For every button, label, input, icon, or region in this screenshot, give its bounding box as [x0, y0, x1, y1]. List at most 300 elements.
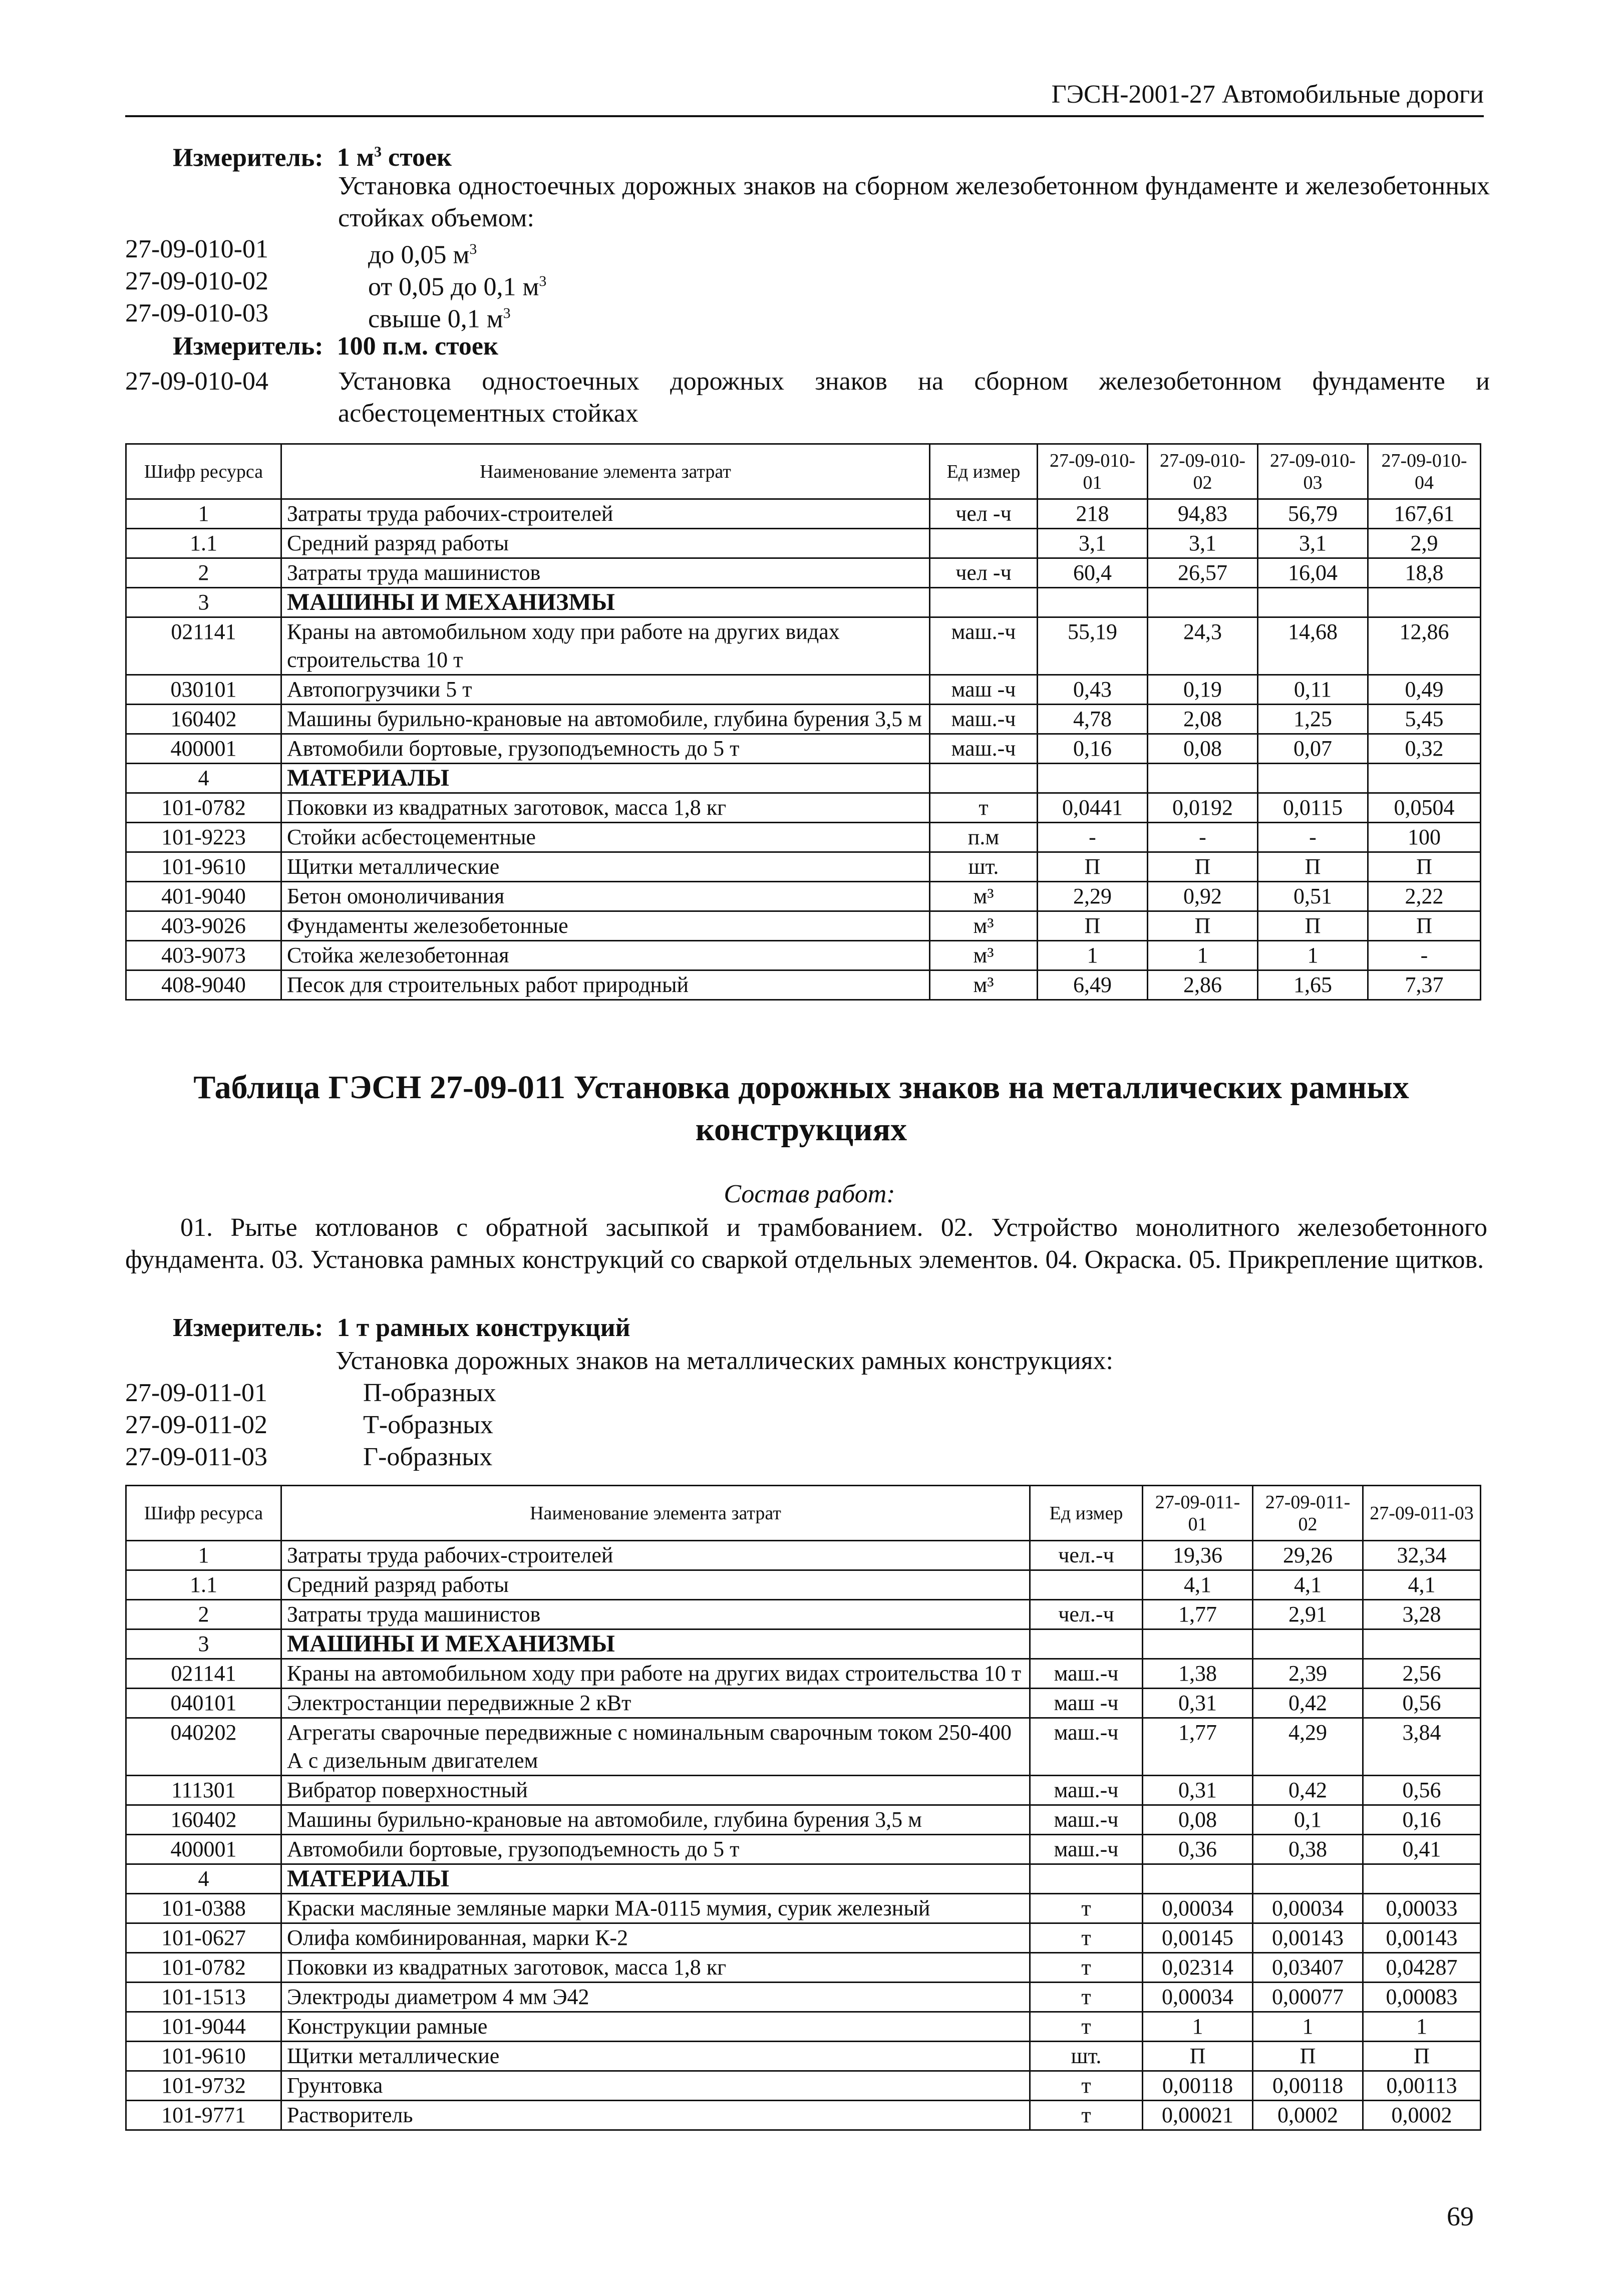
resource-value: 0,11 — [1258, 675, 1368, 705]
resource-value — [1368, 764, 1481, 793]
resource-name: Краны на автомобильном ходу при работе на других видах строительства 10 т — [281, 1659, 1030, 1689]
resource-name: Машины бурильно-крановые на автомобиле, глубина бурения 3,5 м — [281, 705, 930, 734]
resource-table-2 — [125, 1485, 1481, 2131]
resource-name: Конструкции рамные — [281, 2012, 1030, 2042]
resource-value: 16,04 — [1258, 558, 1368, 588]
item-code: 27-09-010-04 — [125, 367, 268, 396]
resource-value: 0,16 — [1038, 734, 1148, 764]
resource-code: 021141 — [126, 617, 281, 675]
resource-value: 0,56 — [1363, 1689, 1481, 1718]
resource-unit: шт. — [930, 852, 1038, 882]
resource-value: 2,56 — [1363, 1659, 1481, 1689]
resource-name: Затраты труда рабочих-строителей — [281, 499, 930, 529]
resource-value: 0,0504 — [1368, 793, 1481, 823]
resource-value: 1 — [1258, 941, 1368, 970]
resource-code: 4 — [126, 764, 281, 793]
resource-code: 1.1 — [126, 1570, 281, 1600]
resource-value: П — [1363, 2042, 1481, 2071]
measure-label-3 — [173, 1312, 630, 1344]
resource-name: Грунтовка — [281, 2071, 1030, 2101]
resource-value: - — [1038, 823, 1148, 852]
resource-unit: м³ — [930, 882, 1038, 911]
resource-value: 24,3 — [1148, 617, 1258, 675]
resource-value: - — [1368, 941, 1481, 970]
resource-value: 56,79 — [1258, 499, 1368, 529]
resource-value: П — [1148, 911, 1258, 941]
resource-value: 1,77 — [1143, 1600, 1253, 1629]
resource-code: 4 — [126, 1864, 281, 1894]
resource-unit — [930, 588, 1038, 617]
resource-value: 0,0115 — [1258, 793, 1368, 823]
resource-name: Щитки металлические — [281, 852, 930, 882]
resource-name: Бетон омоноличивания — [281, 882, 930, 911]
resource-code: 101-0627 — [126, 1923, 281, 1953]
measure-value-2: 100 п.м. стоек — [337, 332, 498, 361]
resource-value: 32,34 — [1363, 1541, 1481, 1570]
resource-value: 1 — [1148, 941, 1258, 970]
resource-value: 1 — [1253, 2012, 1363, 2042]
resource-value — [1038, 588, 1148, 617]
item-text-value: свыше 0,1 м — [368, 304, 503, 334]
resource-name: Агрегаты сварочные передвижные с номинальным сварочным током 250-400 А с дизельным двигателем — [281, 1718, 1030, 1776]
resource-name: Затраты труда машинистов — [281, 558, 930, 588]
resource-value: 0,08 — [1148, 734, 1258, 764]
resource-code: 101-9732 — [126, 2071, 281, 2101]
section-row — [126, 1629, 1481, 1659]
resource-name: Краны на автомобильном ходу при работе на других видах строительства 10 т — [281, 617, 930, 675]
resource-value: П — [1253, 2042, 1363, 2071]
resource-unit: чел -ч — [930, 499, 1038, 529]
resource-name: МАШИНЫ И МЕХАНИЗМЫ — [281, 588, 930, 617]
col-header: 27-09-010-02 — [1148, 444, 1258, 499]
resource-value — [1253, 1864, 1363, 1894]
resource-code: 101-9223 — [126, 823, 281, 852]
resource-unit: м³ — [930, 941, 1038, 970]
table-row — [126, 2012, 1481, 2042]
resource-value: 1 — [1363, 2012, 1481, 2042]
resource-code: 3 — [126, 588, 281, 617]
resource-value: 2,39 — [1253, 1659, 1363, 1689]
resource-unit: п.м — [930, 823, 1038, 852]
resource-value: 0,0002 — [1253, 2101, 1363, 2130]
resource-value: 0,02314 — [1143, 1953, 1253, 1983]
item-code: 27-09-010-01 — [125, 235, 268, 263]
resource-value: 0,1 — [1253, 1805, 1363, 1835]
measure-value-1 — [337, 143, 452, 172]
resource-name: Фундаменты железобетонные — [281, 911, 930, 941]
resource-unit — [1030, 1864, 1143, 1894]
resource-value: 167,61 — [1368, 499, 1481, 529]
resource-value — [1253, 1629, 1363, 1659]
resource-value: 0,04287 — [1363, 1953, 1481, 1983]
resource-value: 3,84 — [1363, 1718, 1481, 1776]
measure-label-text: Измеритель: — [173, 332, 323, 361]
table-row — [126, 1570, 1481, 1600]
resource-value — [1148, 764, 1258, 793]
resource-value: 60,4 — [1038, 558, 1148, 588]
table-row — [126, 852, 1481, 882]
measure-sup: 3 — [374, 144, 382, 160]
resource-value: П — [1143, 2042, 1253, 2071]
resource-value — [1363, 1629, 1481, 1659]
item-text: Установка одностоечных дорожных знаков на сборном железобетонном фундаменте и асбестоцементных стойках — [338, 367, 1490, 428]
table-row — [126, 734, 1481, 764]
resource-code: 101-0782 — [126, 1953, 281, 1983]
resource-name: Поковки из квадратных заготовок, масса 1,8 кг — [281, 793, 930, 823]
resource-value: 2,9 — [1368, 529, 1481, 558]
resource-value: 5,45 — [1368, 705, 1481, 734]
table-row — [126, 1953, 1481, 1983]
resource-value: 0,32 — [1368, 734, 1481, 764]
resource-unit: т — [1030, 2012, 1143, 2042]
resource-value: 4,78 — [1038, 705, 1148, 734]
resource-value: 0,92 — [1148, 882, 1258, 911]
item-text: Г-образных — [363, 1443, 493, 1471]
col-header: Ед измер — [1030, 1486, 1143, 1541]
resource-unit: маш.-ч — [930, 705, 1038, 734]
resource-unit: т — [1030, 1894, 1143, 1923]
resource-unit: маш.-ч — [930, 734, 1038, 764]
table-row — [126, 1600, 1481, 1629]
item-code: 27-09-010-02 — [125, 267, 268, 295]
resource-code: 400001 — [126, 734, 281, 764]
measure-value-3: 1 т рамных конструкций — [337, 1314, 630, 1342]
resource-code: 101-9610 — [126, 852, 281, 882]
item-sup: 3 — [469, 241, 477, 257]
resource-value: 2,91 — [1253, 1600, 1363, 1629]
table-row — [126, 2071, 1481, 2101]
table-row — [126, 499, 1481, 529]
col-header: 27-09-010-03 — [1258, 444, 1368, 499]
resource-unit: т — [1030, 2101, 1143, 2130]
item-text — [368, 297, 511, 335]
resource-unit — [930, 529, 1038, 558]
table-row — [126, 529, 1481, 558]
resource-code: 040101 — [126, 1689, 281, 1718]
table-row — [126, 1894, 1481, 1923]
col-header: 27-09-011-03 — [1363, 1486, 1481, 1541]
section-row — [126, 588, 1481, 617]
table-row — [126, 1541, 1481, 1570]
header-title: ГЭСН-2001-27 Автомобильные дороги — [1051, 80, 1484, 109]
resource-name: Автомобили бортовые, грузоподъемность до 5 т — [281, 734, 930, 764]
item-text: Т-образных — [363, 1411, 493, 1439]
resource-code: 3 — [126, 1629, 281, 1659]
resource-value: 0,00034 — [1253, 1894, 1363, 1923]
col-header: 27-09-011-01 — [1143, 1486, 1253, 1541]
resource-value: 2,86 — [1148, 970, 1258, 1000]
resource-code: 101-0388 — [126, 1894, 281, 1923]
resource-value: 1,38 — [1143, 1659, 1253, 1689]
resource-value: 2,22 — [1368, 882, 1481, 911]
resource-name: МАТЕРИАЛЫ — [281, 1864, 1030, 1894]
resource-unit: т — [1030, 1923, 1143, 1953]
col-header: Наименование элемента затрат — [281, 444, 930, 499]
resource-table-1 — [125, 443, 1481, 1001]
resource-value: 0,31 — [1143, 1689, 1253, 1718]
resource-name: Автомобили бортовые, грузоподъемность до 5 т — [281, 1835, 1030, 1864]
section-row — [126, 1864, 1481, 1894]
resource-value: 4,1 — [1363, 1570, 1481, 1600]
item-text-value: до 0,05 м — [368, 240, 470, 269]
item-sup: 3 — [503, 305, 511, 321]
resource-value — [1368, 588, 1481, 617]
resource-name: Электростанции передвижные 2 кВт — [281, 1689, 1030, 1718]
table-row — [126, 1659, 1481, 1689]
resource-name: Растворитель — [281, 2101, 1030, 2130]
resource-value: 26,57 — [1148, 558, 1258, 588]
resource-name: Песок для строительных работ природный — [281, 970, 930, 1000]
resource-name: Вибратор поверхностный — [281, 1776, 1030, 1805]
resource-value: П — [1038, 852, 1148, 882]
resource-value: 0,0441 — [1038, 793, 1148, 823]
resource-unit: маш.-ч — [1030, 1776, 1143, 1805]
resource-name: Машины бурильно-крановые на автомобиле, глубина бурения 3,5 м — [281, 1805, 1030, 1835]
resource-value: 0,00143 — [1363, 1923, 1481, 1953]
measure-label-text: Измеритель: — [173, 143, 323, 172]
col-header: Шифр ресурса — [126, 1486, 281, 1541]
resource-code: 021141 — [126, 1659, 281, 1689]
resource-value: П — [1258, 911, 1368, 941]
col-header: 27-09-011-02 — [1253, 1486, 1363, 1541]
resource-name: Стойки асбестоцементные — [281, 823, 930, 852]
resource-name: Автопогрузчики 5 т — [281, 675, 930, 705]
resource-unit — [930, 764, 1038, 793]
resource-name: Щитки металлические — [281, 2042, 1030, 2071]
table-row — [126, 941, 1481, 970]
resource-value: 19,36 — [1143, 1541, 1253, 1570]
resource-value: 0,00021 — [1143, 2101, 1253, 2130]
resource-code: 101-9771 — [126, 2101, 281, 2130]
resource-value: 6,49 — [1038, 970, 1148, 1000]
resource-value: - — [1148, 823, 1258, 852]
resource-value: 1,77 — [1143, 1718, 1253, 1776]
resource-name: Олифа комбинированная, марки К-2 — [281, 1923, 1030, 1953]
resource-value: П — [1258, 852, 1368, 882]
resource-value: П — [1368, 911, 1481, 941]
resource-value: 3,1 — [1258, 529, 1368, 558]
col-header: Ед измер — [930, 444, 1038, 499]
resource-unit — [1030, 1570, 1143, 1600]
resource-unit: маш.-ч — [930, 617, 1038, 675]
resource-value: 0,41 — [1363, 1835, 1481, 1864]
resource-value: 2,29 — [1038, 882, 1148, 911]
resource-value: 4,29 — [1253, 1718, 1363, 1776]
table-row — [126, 558, 1481, 588]
table-row — [126, 1805, 1481, 1835]
item-text: П-образных — [363, 1379, 496, 1407]
resource-value: 3,1 — [1148, 529, 1258, 558]
resource-value: 94,83 — [1148, 499, 1258, 529]
table-row — [126, 2042, 1481, 2071]
resource-value: 0,00113 — [1363, 2071, 1481, 2101]
resource-name: Затраты труда машинистов — [281, 1600, 1030, 1629]
item-code: 27-09-011-02 — [125, 1411, 268, 1439]
resource-value — [1143, 1864, 1253, 1894]
col-header: Наименование элемента затрат — [281, 1486, 1030, 1541]
measure-value-text: 1 м — [337, 143, 375, 172]
resource-value: 0,00033 — [1363, 1894, 1481, 1923]
table-row — [126, 911, 1481, 941]
table-row — [126, 1776, 1481, 1805]
resource-value: 14,68 — [1258, 617, 1368, 675]
resource-value: 1,65 — [1258, 970, 1368, 1000]
resource-code: 040202 — [126, 1718, 281, 1776]
resource-value: 0,16 — [1363, 1805, 1481, 1835]
resource-value: 0,49 — [1368, 675, 1481, 705]
resource-value: 3,1 — [1038, 529, 1148, 558]
resource-value: 7,37 — [1368, 970, 1481, 1000]
item-sup: 3 — [539, 273, 547, 289]
resource-value: 0,00118 — [1143, 2071, 1253, 2101]
resource-name: МАТЕРИАЛЫ — [281, 764, 930, 793]
measure-label-1 — [173, 136, 452, 174]
resource-code: 030101 — [126, 675, 281, 705]
resource-unit: м³ — [930, 911, 1038, 941]
resource-value: 0,42 — [1253, 1776, 1363, 1805]
resource-value: 55,19 — [1038, 617, 1148, 675]
resource-unit: т — [1030, 1953, 1143, 1983]
table-row — [126, 1689, 1481, 1718]
resource-value: П — [1148, 852, 1258, 882]
resource-unit — [1030, 1629, 1143, 1659]
resource-unit: чел.-ч — [1030, 1541, 1143, 1570]
resource-value: П — [1368, 852, 1481, 882]
resource-value: 0,42 — [1253, 1689, 1363, 1718]
resource-code: 400001 — [126, 1835, 281, 1864]
resource-value: 1 — [1038, 941, 1148, 970]
resource-code: 101-1513 — [126, 1983, 281, 2012]
resource-value: 1 — [1143, 2012, 1253, 2042]
table-row — [126, 882, 1481, 911]
resource-value — [1148, 588, 1258, 617]
resource-name: Средний разряд работы — [281, 1570, 1030, 1600]
item-text-value: от 0,05 до 0,1 м — [368, 272, 539, 301]
resource-value: 0,00143 — [1253, 1923, 1363, 1953]
intro-text-1: Установка одностоечных дорожных знаков на сборном железобетонном фундаменте и железобетонных стойках объемом: — [338, 172, 1490, 232]
resource-value: 3,28 — [1363, 1600, 1481, 1629]
resource-value: 0,00034 — [1143, 1983, 1253, 2012]
work-composition-heading: Состав работ: — [724, 1180, 895, 1208]
resource-name: Поковки из квадратных заготовок, масса 1,8 кг — [281, 1953, 1030, 1983]
resource-unit: маш.-ч — [1030, 1659, 1143, 1689]
resource-code: 101-0782 — [126, 793, 281, 823]
resource-unit: маш.-ч — [1030, 1835, 1143, 1864]
resource-unit: т — [1030, 2071, 1143, 2101]
resource-value: 0,07 — [1258, 734, 1368, 764]
resource-code: 2 — [126, 558, 281, 588]
resource-value — [1363, 1864, 1481, 1894]
resource-unit: маш -ч — [1030, 1689, 1143, 1718]
measure-tail: стоек — [382, 143, 452, 172]
page-header — [125, 80, 1484, 117]
resource-code: 2 — [126, 1600, 281, 1629]
table-row — [126, 2101, 1481, 2130]
col-header: Шифр ресурса — [126, 444, 281, 499]
work-composition-text: 01. Рытье котлованов с обратной засыпкой и трамбованием. 02. Устройство монолитного железобетонного фундамента. 03. Установка рамных конструкций со сваркой отдельных элементов. 04. Окраска. 05. Прикрепление щитков. — [125, 1213, 1487, 1274]
table-row — [126, 675, 1481, 705]
resource-value: 218 — [1038, 499, 1148, 529]
table-row — [126, 1923, 1481, 1953]
resource-value: 0,43 — [1038, 675, 1148, 705]
resource-value: 0,00083 — [1363, 1983, 1481, 2012]
table-row — [126, 793, 1481, 823]
table-row — [126, 705, 1481, 734]
resource-name: МАШИНЫ И МЕХАНИЗМЫ — [281, 1629, 1030, 1659]
table-row — [126, 1718, 1481, 1776]
resource-value — [1258, 588, 1368, 617]
resource-value: 4,1 — [1253, 1570, 1363, 1600]
resource-value: 0,36 — [1143, 1835, 1253, 1864]
resource-value: 0,00034 — [1143, 1894, 1253, 1923]
resource-code: 1.1 — [126, 529, 281, 558]
resource-unit: маш.-ч — [1030, 1805, 1143, 1835]
resource-name: Средний разряд работы — [281, 529, 930, 558]
resource-value: 0,56 — [1363, 1776, 1481, 1805]
resource-unit: чел.-ч — [1030, 1600, 1143, 1629]
item-code: 27-09-011-03 — [125, 1443, 268, 1471]
table-row — [126, 970, 1481, 1000]
resource-value: 0,38 — [1253, 1835, 1363, 1864]
table-row — [126, 1983, 1481, 2012]
resource-unit: т — [1030, 1983, 1143, 2012]
measure-label-2 — [173, 331, 498, 363]
resource-value: 18,8 — [1368, 558, 1481, 588]
resource-value: 1,25 — [1258, 705, 1368, 734]
resource-value: П — [1038, 911, 1148, 941]
resource-name: Краски масляные земляные марки МА-0115 мумия, сурик железный — [281, 1894, 1030, 1923]
measure-label-text: Измеритель: — [173, 1314, 323, 1342]
resource-value — [1143, 1629, 1253, 1659]
resource-value — [1038, 764, 1148, 793]
resource-code: 403-9026 — [126, 911, 281, 941]
col-header: 27-09-010-01 — [1038, 444, 1148, 499]
resource-code: 1 — [126, 499, 281, 529]
item-code: 27-09-010-03 — [125, 299, 268, 327]
resource-value: 0,0192 — [1148, 793, 1258, 823]
resource-value: 12,86 — [1368, 617, 1481, 675]
page-number: 69 — [1447, 2201, 1474, 2231]
resource-unit: м³ — [930, 970, 1038, 1000]
resource-value: 0,00077 — [1253, 1983, 1363, 2012]
table-title-2: Таблица ГЭСН 27-09-011 Установка дорожных знаков на металлических рамных конструкциях — [193, 1069, 1409, 1148]
resource-value: 0,08 — [1143, 1805, 1253, 1835]
resource-name: Электроды диаметром 4 мм Э42 — [281, 1983, 1030, 2012]
resource-code: 101-9610 — [126, 2042, 281, 2071]
resource-value: 29,26 — [1253, 1541, 1363, 1570]
resource-value: - — [1258, 823, 1368, 852]
resource-value: 4,1 — [1143, 1570, 1253, 1600]
section-row — [126, 764, 1481, 793]
resource-unit: шт. — [1030, 2042, 1143, 2071]
resource-value: 0,19 — [1148, 675, 1258, 705]
resource-code: 1 — [126, 1541, 281, 1570]
resource-value: 100 — [1368, 823, 1481, 852]
resource-value: 0,0002 — [1363, 2101, 1481, 2130]
table-row — [126, 617, 1481, 675]
table-row — [126, 823, 1481, 852]
resource-code: 401-9040 — [126, 882, 281, 911]
resource-name: Затраты труда рабочих-строителей — [281, 1541, 1030, 1570]
intro-text-2: Установка дорожных знаков на металлических рамных конструкциях: — [336, 1347, 1113, 1375]
resource-code: 160402 — [126, 1805, 281, 1835]
resource-value: 0,03407 — [1253, 1953, 1363, 1983]
resource-value: 2,08 — [1148, 705, 1258, 734]
resource-code: 111301 — [126, 1776, 281, 1805]
table-row — [126, 1835, 1481, 1864]
item-code: 27-09-011-01 — [125, 1379, 268, 1407]
resource-code: 101-9044 — [126, 2012, 281, 2042]
